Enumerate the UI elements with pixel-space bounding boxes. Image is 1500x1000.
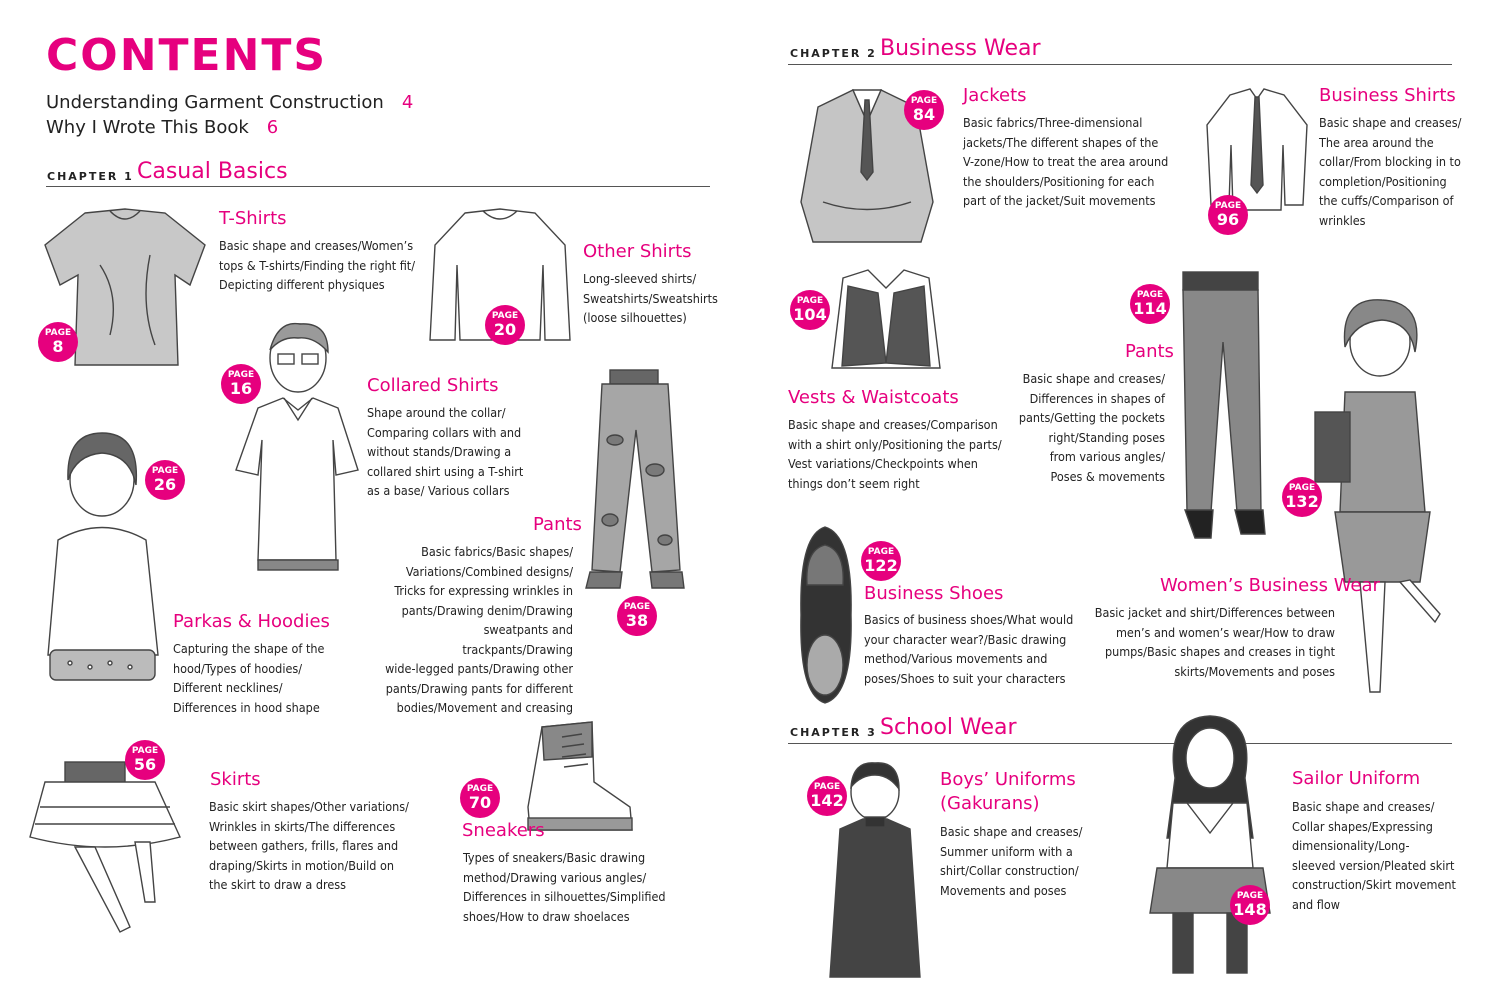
intro-item[interactable] xyxy=(46,92,413,113)
section-desc: Basic shape and creases/Comparison with a shirt only/Positioning the parts/ Vest variations/Checkpoints when things don’t seem right xyxy=(788,417,1002,491)
chapter-label: CHAPTER 1 xyxy=(47,170,134,183)
page-badge[interactable]: PAGE 114 xyxy=(1130,284,1170,324)
intro-page: 6 xyxy=(266,117,279,138)
contents-title: CONTENTS xyxy=(46,30,328,81)
section-desc: Basic shape and creases/ The area around the collar/From blocking in to completion/Positioning the cuffs/Comparison of wrinkles xyxy=(1319,115,1462,228)
section-desc: Types of sneakers/Basic drawing method/Drawing various angles/ Differences in silhouettes/Simplified shoes/How to draw shoelaces xyxy=(463,850,666,924)
chapter-title[interactable]: Business Wear xyxy=(880,36,1041,61)
chapter-title[interactable]: School Wear xyxy=(880,715,1017,740)
section-desc: Long-sleeved shirts/ Sweatshirts/Sweatshirts (loose silhouettes) xyxy=(583,271,718,325)
intro-title: Understanding Garment Construction xyxy=(46,92,384,113)
intro-item[interactable] xyxy=(46,117,278,138)
page-badge[interactable]: PAGE 148 xyxy=(1230,885,1270,925)
page-badge[interactable]: PAGE 38 xyxy=(617,596,657,636)
chapter-label: CHAPTER 3 xyxy=(790,726,877,739)
page-badge[interactable]: PAGE 16 xyxy=(221,364,261,404)
section-desc: Basic skirt shapes/Other variations/ Wrinkles in skirts/The differences between gathers, frills, flares and draping/Skirts in motion/Build on the skirt to draw a dress xyxy=(209,799,409,892)
section-desc: Basics of business shoes/What would your character wear?/Basic drawing method/Various movements and poses/Shoes to suit your characters xyxy=(864,612,1074,686)
page-badge[interactable]: PAGE 8 xyxy=(38,322,78,362)
pants-illustration xyxy=(580,370,685,595)
collared-shirt-illustration xyxy=(218,320,368,575)
section-title-sneakers[interactable]: Sneakers xyxy=(462,820,545,841)
section-desc: Basic shape and creases/ Collar shapes/Expressing dimensionality/Long- sleeved version/Pleated skirt construction/Skirt movement and flow xyxy=(1292,799,1456,912)
page-badge[interactable]: PAGE 20 xyxy=(485,305,525,345)
page-badge[interactable]: PAGE 104 xyxy=(790,290,830,330)
page-badge[interactable]: PAGE 96 xyxy=(1208,195,1248,235)
section-desc: Basic fabrics/Three-dimensional jackets/The different shapes of the V-zone/How to treat the area around the shoulders/Positioning for each part of the jacket/Suit movements xyxy=(963,115,1169,208)
business-pants-illustration xyxy=(1175,272,1270,540)
chapter-title[interactable]: Casual Basics xyxy=(137,159,288,184)
section-title-parkas-hoodies[interactable]: Parkas & Hoodies xyxy=(173,611,330,632)
section-desc: Basic shape and creases/Women’s tops & T-shirts/Finding the right fit/ Depicting different physiques xyxy=(219,238,415,292)
section-title-other-shirts[interactable]: Other Shirts xyxy=(583,241,692,262)
section-title-pants[interactable]: Pants xyxy=(533,514,582,535)
chapter-divider xyxy=(788,64,1452,65)
page-badge[interactable]: PAGE 122 xyxy=(861,541,901,581)
page-badge[interactable]: PAGE 26 xyxy=(145,460,185,500)
section-desc: Basic jacket and shirt/Differences between men’s and women’s wear/How to draw pumps/Basic shapes and creases in tight skirts/Movements and poses xyxy=(1094,605,1335,679)
vest-illustration xyxy=(828,268,946,376)
business-shoe-illustration xyxy=(795,525,857,705)
section-title-boys-uniforms[interactable]: Boys’ Uniforms (Gakurans) xyxy=(940,769,1076,814)
section-desc: Basic shape and creases/ Summer uniform with a shirt/Collar construction/ Movements and poses xyxy=(940,824,1083,898)
page-badge[interactable]: PAGE 132 xyxy=(1282,477,1322,517)
page-badge[interactable]: PAGE 142 xyxy=(807,776,847,816)
section-desc: Basic shape and creases/ Differences in shapes of pants/Getting the pockets right/Standing poses from various angles/ Poses & movements xyxy=(1018,371,1165,484)
page-badge[interactable]: PAGE 70 xyxy=(460,778,500,818)
section-title-vests[interactable]: Vests & Waistcoats xyxy=(788,387,959,408)
section-title-business-pants[interactable]: Pants xyxy=(1125,341,1174,362)
section-desc: Capturing the shape of the hood/Types of hoodies/ Different necklines/ Differences in hood shape xyxy=(173,641,325,715)
section-title-business-shoes[interactable]: Business Shoes xyxy=(864,583,1004,604)
section-title-sailor-uniform[interactable]: Sailor Uniform xyxy=(1292,768,1421,789)
section-title-jackets[interactable]: Jackets xyxy=(963,85,1027,106)
section-title-skirts[interactable]: Skirts xyxy=(210,769,261,790)
chapter-divider xyxy=(788,743,1452,744)
sailor-uniform-illustration xyxy=(1145,708,1275,985)
section-desc: Basic fabrics/Basic shapes/ Variations/Combined designs/ Tricks for expressing wrinkles in pants/Drawing denim/Drawing sweatpants and trackpants/Drawing wide-legged pants/Drawing other pants/Drawing pants for different bodies/Movement and creasing xyxy=(385,544,573,715)
section-desc: Shape around the collar/ Comparing collars with and without stands/Drawing a collared shirt using a T-shirt as a base/ Various collars xyxy=(367,405,524,498)
page-badge[interactable]: PAGE 56 xyxy=(125,740,165,780)
section-title-business-shirts[interactable]: Business Shirts xyxy=(1319,85,1456,106)
chapter-divider xyxy=(46,186,710,187)
page-badge[interactable]: PAGE 84 xyxy=(904,90,944,130)
chapter-label: CHAPTER 2 xyxy=(790,47,877,60)
section-title-tshirts[interactable]: T-Shirts xyxy=(219,208,287,229)
section-title-collared-shirts[interactable]: Collared Shirts xyxy=(367,375,499,396)
section-title-womens-business-wear[interactable]: Women’s Business Wear xyxy=(1160,575,1380,596)
intro-page: 4 xyxy=(401,92,414,113)
sneaker-illustration xyxy=(522,712,637,834)
skirt-illustration xyxy=(25,762,190,942)
intro-title: Why I Wrote This Book xyxy=(46,117,249,138)
